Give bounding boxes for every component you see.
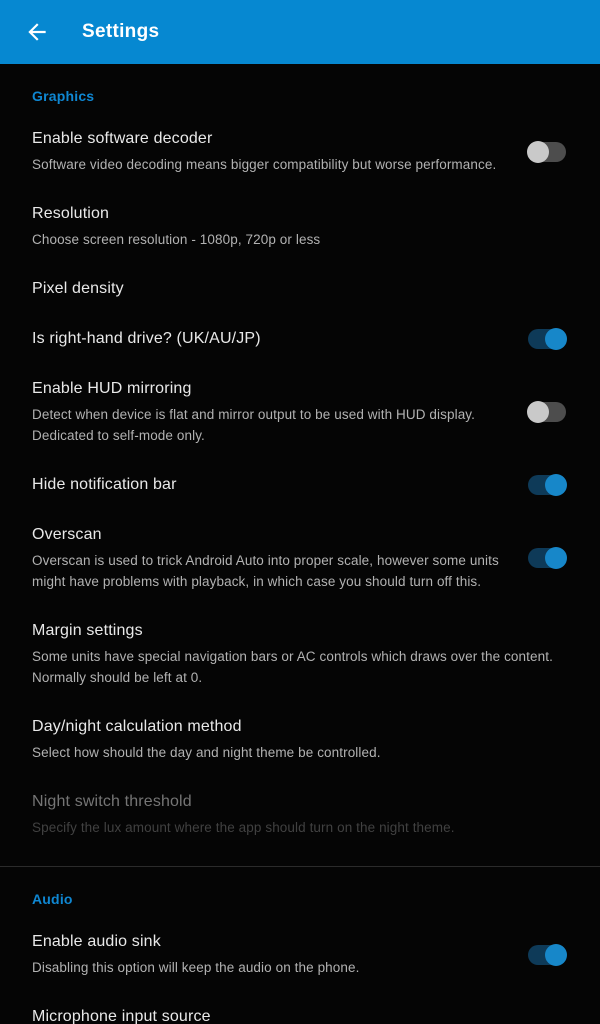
toggle-switch[interactable]	[527, 474, 567, 496]
setting-subtitle: Overscan is used to trick Android Auto into proper scale, however some units might have problems with playback, in which case you should turn off this.	[32, 553, 499, 589]
setting-item-enable-hud-mirroring[interactable]	[0, 364, 600, 460]
toggle-switch[interactable]	[527, 141, 567, 163]
switch-thumb	[545, 547, 567, 569]
setting-item-resolution[interactable]	[0, 189, 600, 264]
setting-title: Enable HUD mirroring	[32, 380, 192, 397]
setting-title: Microphone input source	[32, 1008, 211, 1024]
setting-subtitle: Some units have special navigation bars or AC controls which draws over the content. Normally should be left at 0.	[32, 649, 553, 685]
settings-list	[0, 64, 600, 1024]
setting-title: Margin settings	[32, 622, 143, 639]
toggle-switch[interactable]	[527, 328, 567, 350]
setting-subtitle: Software video decoding means bigger compatibility but worse performance.	[32, 157, 497, 172]
setting-subtitle: Choose screen resolution - 1080p, 720p or less	[32, 232, 321, 247]
setting-title: Is right-hand drive? (UK/AU/JP)	[32, 330, 261, 347]
section-label-graphics: Graphics	[32, 88, 95, 104]
setting-item-microphone-input-source[interactable]	[0, 992, 600, 1024]
switch-thumb	[545, 944, 567, 966]
back-button[interactable]	[24, 19, 50, 45]
setting-title: Enable audio sink	[32, 933, 161, 950]
setting-subtitle: Select how should the day and night theme be controlled.	[32, 745, 381, 760]
setting-item-right-hand-drive[interactable]	[0, 314, 600, 364]
section-label-audio: Audio	[32, 891, 73, 907]
switch-thumb	[527, 141, 549, 163]
setting-title: Overscan	[32, 526, 102, 543]
setting-title: Day/night calculation method	[32, 718, 242, 735]
setting-item-enable-software-decoder[interactable]	[0, 114, 600, 189]
setting-subtitle: Detect when device is flat and mirror output to be used with HUD display. Dedicated to self-mode only.	[32, 407, 476, 443]
setting-title: Hide notification bar	[32, 476, 177, 493]
setting-item-hide-notification-bar[interactable]	[0, 460, 600, 510]
setting-title: Resolution	[32, 205, 110, 222]
switch-thumb	[545, 328, 567, 350]
switch-thumb	[545, 474, 567, 496]
toggle-switch[interactable]	[527, 547, 567, 569]
switch-thumb	[527, 401, 549, 423]
setting-subtitle: Disabling this option will keep the audio on the phone.	[32, 960, 360, 975]
setting-item-overscan[interactable]	[0, 510, 600, 606]
toggle-switch[interactable]	[527, 401, 567, 423]
setting-item-margin-settings[interactable]	[0, 606, 600, 702]
setting-item-enable-audio-sink[interactable]	[0, 917, 600, 992]
setting-subtitle: Specify the lux amount where the app should turn on the night theme.	[32, 820, 455, 835]
setting-title: Night switch threshold	[32, 793, 192, 810]
toggle-switch[interactable]	[527, 944, 567, 966]
setting-title: Enable software decoder	[32, 130, 213, 147]
setting-item-pixel-density[interactable]	[0, 264, 600, 314]
setting-item-night-switch-threshold	[0, 777, 600, 852]
page-title: Settings	[82, 21, 160, 42]
setting-item-day-night-calculation[interactable]	[0, 702, 600, 777]
setting-title: Pixel density	[32, 280, 124, 297]
arrow-left-icon	[24, 19, 50, 45]
app-bar	[0, 0, 600, 64]
